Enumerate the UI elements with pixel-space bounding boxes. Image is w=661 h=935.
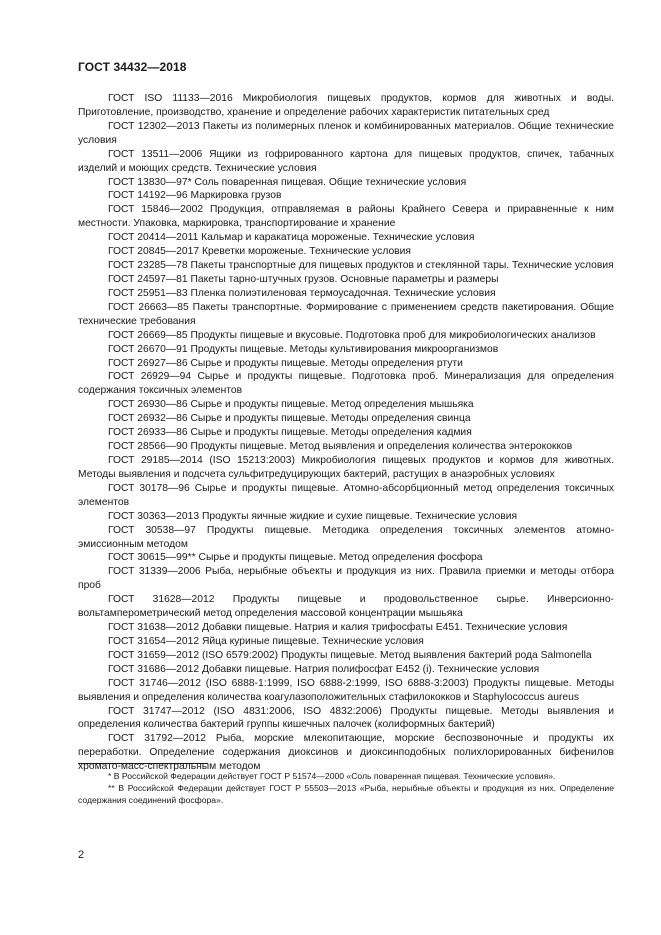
reference-item: ГОСТ 30615—99** Сырье и продукты пищевые. Метод определения фосфора [108, 552, 483, 564]
reference-item: ГОСТ 30178—96 Сырье и продукты пищевые. Атомно-абсорбционный метод определения токсичных элементов [78, 482, 614, 508]
reference-item: ГОСТ 30538—97 Продукты пищевые. Методика определения токсичных элементов атомно-эмиссионным методом [78, 524, 614, 550]
reference-item: ГОСТ 30363—2013 Продукты яичные жидкие и сухие пищевые. Технические условия [108, 510, 518, 522]
footnotes [78, 770, 614, 807]
footnote-item: * В Российской Федерации действует ГОСТ Р 51574—2000 «Соль поваренная пищевая. Технические условия». [108, 771, 556, 781]
reference-item: ГОСТ 26933—86 Сырье и продукты пищевые. Методы определения кадмия [108, 427, 472, 439]
footnote-item: ** В Российской Федерации действует ГОСТ Р 55503—2013 «Рыба, нерыбные объекты и продукция из них. Определение содержания соединений фосфора». [78, 783, 614, 806]
reference-item: ГОСТ 26929—94 Сырье и продукты пищевые. Подготовка проб. Минерализация для определения содержания токсичных элементов [78, 371, 614, 397]
reference-item: ГОСТ 26930—86 Сырье и продукты пищевые. Метод определения мышьяка [108, 399, 474, 411]
reference-item: ГОСТ 26927—86 Сырье и продукты пищевые. Методы определения ртути [108, 357, 463, 369]
reference-item: ГОСТ 31339—2006 Рыба, нерыбные объекты и продукция из них. Правила приемки и методы отбора проб [78, 566, 614, 592]
reference-item: ГОСТ 26669—85 Продукты пищевые и вкусовые. Подготовка проб для микробиологических анализов [108, 329, 596, 341]
reference-item: ГОСТ ISO 11133—2016 Микробиология пищевых продуктов, кормов для животных и воды. Приготовление, производство, хранение и определение рабочих характеристик питательных сред [78, 93, 614, 118]
reference-item: ГОСТ 31628—2012 Продукты пищевые и продовольственное сырье. Инверсионно-вольтамперометрический метод определения массовой концентрации мышьяка [78, 594, 614, 620]
reference-item: ГОСТ 31659—2012 (ISO 6579:2002) Продукты пищевые. Метод выявления бактерий рода Salmonella [108, 649, 592, 661]
page-title: ГОСТ 34432—2018 [78, 60, 187, 74]
footnote-divider [78, 763, 208, 764]
reference-item: ГОСТ 29185—2014 (ISO 15213:2003) Микробиология пищевых продуктов и кормов для животных. Методы выявления и подсчета сульфитредуцирующих бактерий, растущих в анаэробных условиях [78, 454, 614, 480]
reference-item: ГОСТ 23285—78 Пакеты транспортные для пищевых продуктов и стеклянной тары. Технические условия [108, 260, 614, 272]
reference-item: ГОСТ 24597—81 Пакеты тарно-штучных грузов. Основные параметры и размеры [108, 273, 499, 285]
reference-item: ГОСТ 20845—2017 Креветки мороженые. Технические условия [108, 246, 411, 258]
reference-item: ГОСТ 31686—2012 Добавки пищевые. Натрия полифосфат Е452 (i). Технические условия [108, 663, 540, 675]
reference-item: ГОСТ 25951—83 Пленка полиэтиленовая термоусадочная. Технические условия [108, 287, 496, 299]
reference-item: ГОСТ 31746—2012 (ISO 6888-1:1999, ISO 6888-2:1999, ISO 6888-3:2003) Продукты пищевые. Методы выявления и определения количества коагулазоположительных стафилококков и Staphylococcus aureus [78, 677, 614, 703]
reference-item: ГОСТ 26670—91 Продукты пищевые. Методы культивирования микроорганизмов [108, 343, 499, 355]
page-number: 2 [78, 849, 85, 861]
reference-item: ГОСТ 15846—2002 Продукция, отправляемая в районы Крайнего Севера и приравненные к ним местности. Упаковка, маркировка, транспортирование и хранение [78, 204, 614, 230]
reference-item: ГОСТ 31792—2012 Рыба, морские млекопитающие, морские беспозвоночные и продукты их переработки. Определение содержания диоксинов и диоксинподобных полихлорированных бифенилов хромато-масс-спектральным методом [78, 733, 614, 773]
reference-item: ГОСТ 26932—86 Сырье и продукты пищевые. Методы определения свинца [108, 413, 471, 425]
reference-item: ГОСТ 12302—2013 Пакеты из полимерных пленок и комбинированных материалов. Общие технические условия [78, 120, 614, 146]
reference-item: ГОСТ 28566—90 Продукты пищевые. Метод выявления и определения количества энтерококков [108, 441, 573, 453]
reference-item: ГОСТ 20414—2011 Кальмар и каракатица мороженые. Технические условия [108, 232, 475, 244]
reference-item: ГОСТ 31638—2012 Добавки пищевые. Натрия и калия трифосфаты Е451. Технические условия [108, 622, 568, 634]
reference-item: ГОСТ 14192—96 Маркировка грузов [108, 190, 282, 202]
reference-item: ГОСТ 31747—2012 (ISO 4831:2006, ISO 4832:2006) Продукты пищевые. Методы выявления и определения количества бактерий группы кишечных палочек (колиформных бактерий) [78, 705, 614, 731]
reference-item: ГОСТ 13830—97* Соль поваренная пищевая. Общие технические условия [108, 176, 467, 188]
reference-item: ГОСТ 31654—2012 Яйца куриные пищевые. Технические условия [108, 635, 424, 647]
normative-references-list [78, 92, 614, 774]
reference-item: ГОСТ 13511—2006 Ящики из гофрированного картона для пищевых продуктов, спичек, табачных изделий и моющих средств. Технические условия [78, 148, 614, 174]
reference-item: ГОСТ 26663—85 Пакеты транспортные. Формирование с применением средств пакетирования. Общие технические требования [78, 301, 614, 327]
